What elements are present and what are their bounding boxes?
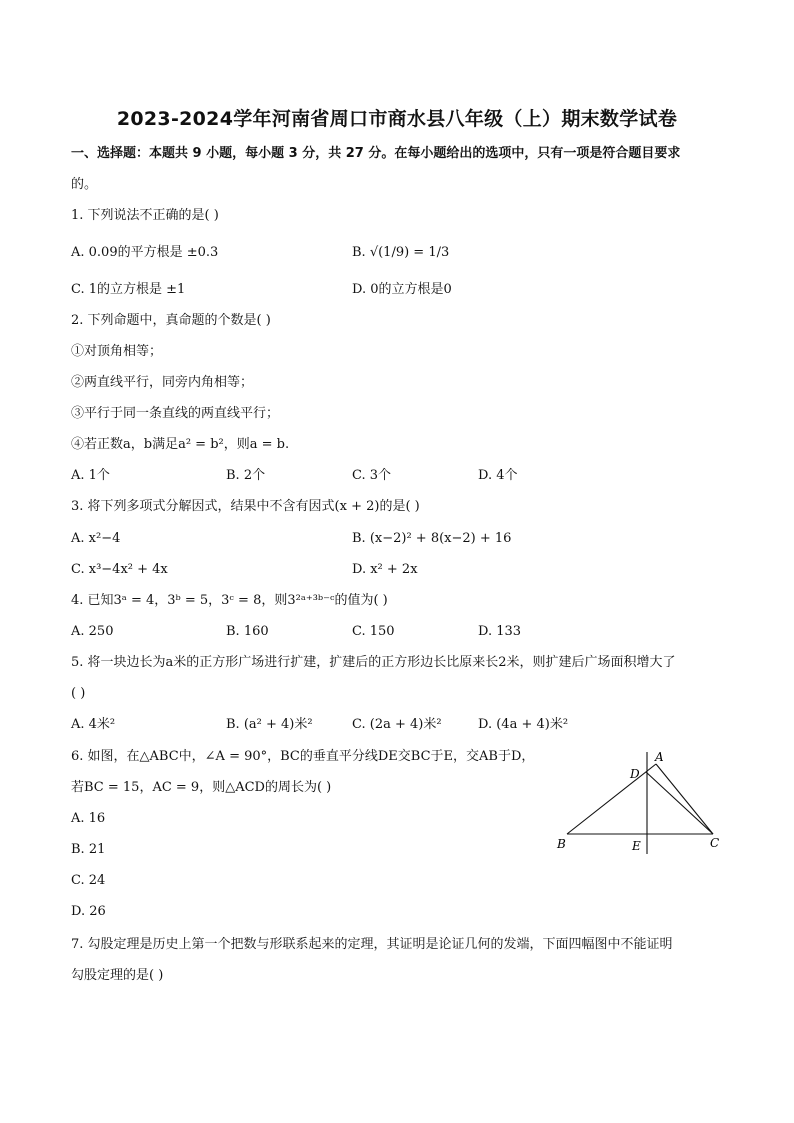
q6-triangle-figure xyxy=(553,746,733,858)
q6-option-a: A. 16 xyxy=(71,811,106,826)
q3-option-c: C. x³−4x² + 4x xyxy=(71,562,168,577)
q2-statement-2: ②两直线平行，同旁内角相等； xyxy=(71,375,254,390)
q1-stem: 1. 下列说法不正确的是( ) xyxy=(71,208,219,223)
q5-option-b: B. (a² + 4)米² xyxy=(226,717,313,732)
q2-stem: 2. 下列命题中，真命题的个数是( ) xyxy=(71,313,271,328)
q4-option-b: B. 160 xyxy=(226,624,269,639)
label-C: C xyxy=(710,836,720,850)
q2-option-b: B. 2个 xyxy=(226,468,266,483)
q2-option-a: A. 1个 xyxy=(71,468,110,483)
q1-option-a: A. 0.09的平方根是 ±0.3 xyxy=(71,245,219,260)
q1-option-b: B. √(1/9) = 1/3 xyxy=(352,245,450,260)
q5-option-a: A. 4米² xyxy=(71,717,116,732)
q5-stem-line2: ( ) xyxy=(71,686,86,701)
q2-statement-4: ④若正数a，b满足a² = b²，则a = b. xyxy=(71,437,290,452)
q3-option-a: A. x²−4 xyxy=(71,531,121,546)
q2-statement-1: ①对顶角相等； xyxy=(71,344,163,359)
q6-stem-line1: 6. 如图，在△ABC中，∠A = 90°，BC的垂直平分线DE交BC于E，交AB于D， xyxy=(71,749,535,764)
section-heading-line2: 的。 xyxy=(71,177,98,192)
exam-title: 2023-2024学年河南省周口市商水县八年级（上）期末数学试卷 xyxy=(116,108,678,130)
segment-BA xyxy=(567,764,656,834)
section-heading-line1: 一、选择题：本题共 9 小题，每小题 3 分，共 27 分。在每小题给出的选项中，只有一项是符合题目要求 xyxy=(71,146,681,161)
q1-option-c: C. 1的立方根是 ±1 xyxy=(71,282,186,297)
q3-stem: 3. 将下列多项式分解因式，结果中不含有因式(x + 2)的是( ) xyxy=(71,499,420,514)
q7-stem-line1: 7. 勾股定理是历史上第一个把数与形联系起来的定理，其证明是论证几何的发端，下面四幅图中不能证明 xyxy=(71,937,673,952)
q6-option-b: B. 21 xyxy=(71,842,106,857)
segment-DC xyxy=(646,772,713,834)
label-D: D xyxy=(630,767,640,781)
q4-stem: 4. 已知3ᵃ = 4，3ᵇ = 5，3ᶜ = 8，则3²ᵃ⁺³ᵇ⁻ᶜ的值为( ) xyxy=(71,593,388,608)
q4-option-a: A. 250 xyxy=(71,624,114,639)
q6-stem-line2: 若BC = 15，AC = 9，则△ACD的周长为( ) xyxy=(71,780,332,795)
q6-option-d: D. 26 xyxy=(71,904,106,919)
q2-statement-3: ③平行于同一条直线的两直线平行； xyxy=(71,406,280,421)
q5-option-d: D. (4a + 4)米² xyxy=(478,717,569,732)
q5-option-c: C. (2a + 4)米² xyxy=(352,717,442,732)
q3-option-b: B. (x−2)² + 8(x−2) + 16 xyxy=(352,531,512,546)
q5-stem-line1: 5. 将一块边长为a米的正方形广场进行扩建，扩建后的正方形边长比原来长2米，则扩建后广场面积增大了 xyxy=(71,655,676,670)
q3-option-d: D. x² + 2x xyxy=(352,562,418,577)
q1-option-d: D. 0的立方根是0 xyxy=(352,282,452,297)
q4-option-d: D. 133 xyxy=(478,624,522,639)
q6-option-c: C. 24 xyxy=(71,873,106,888)
segment-AC xyxy=(656,764,713,834)
q4-option-c: C. 150 xyxy=(352,624,395,639)
label-B: B xyxy=(557,837,566,851)
q7-stem-line2: 勾股定理的是( ) xyxy=(71,968,164,983)
q2-option-c: C. 3个 xyxy=(352,468,392,483)
label-A: A xyxy=(655,750,664,764)
label-E: E xyxy=(632,839,641,853)
q2-option-d: D. 4个 xyxy=(478,468,518,483)
